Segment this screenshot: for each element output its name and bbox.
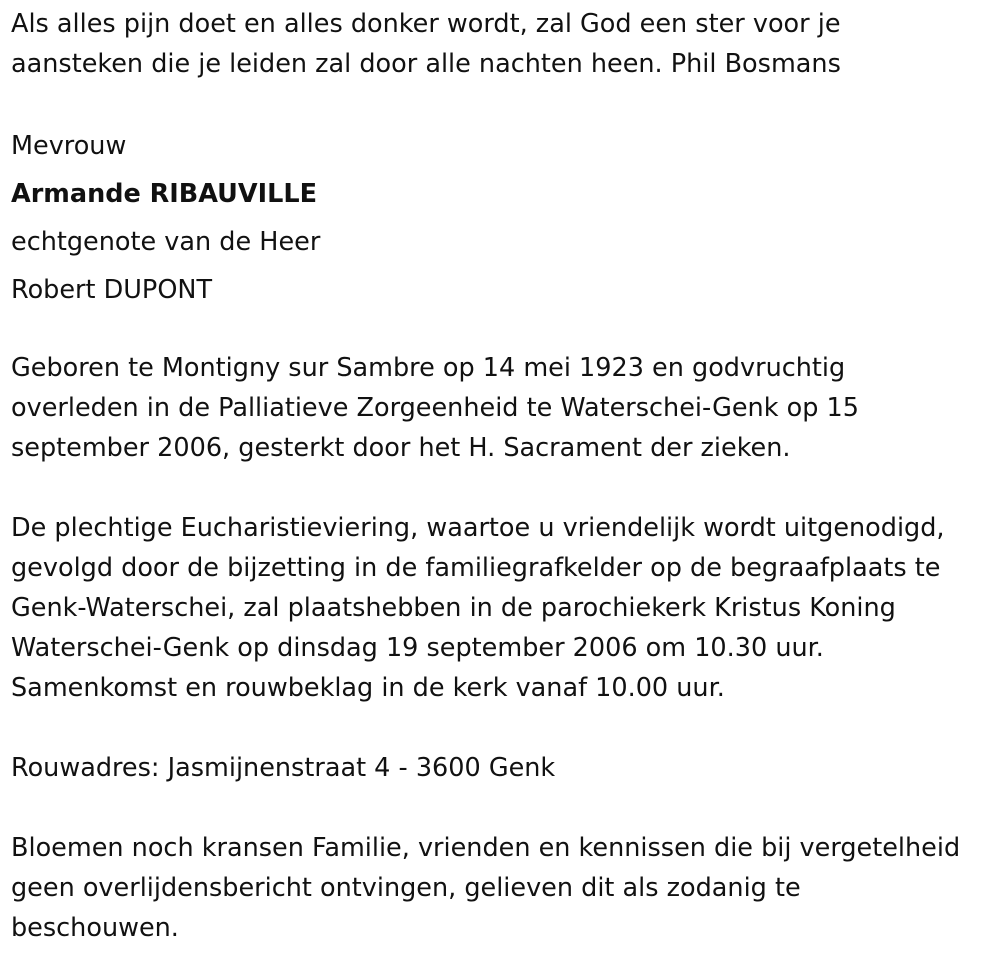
deceased-spouse: Robert DUPONT bbox=[11, 275, 213, 305]
mourning-address: Rouwadres: Jasmijnenstraat 4 - 3600 Genk bbox=[11, 753, 556, 783]
quote-line: aansteken die je leiden zal door alle nachten heen. Phil Bosmans bbox=[11, 49, 841, 79]
deceased-name: Armande RIBAUVILLE bbox=[11, 179, 318, 209]
notice-line: Bloemen noch kransen Familie, vrienden en kennissen die bij vergetelheid bbox=[11, 833, 961, 863]
ceremony-line: Samenkomst en rouwbeklag in de kerk vanaf 10.00 uur. bbox=[11, 673, 725, 703]
birth-death-line: september 2006, gesterkt door het H. Sacrament der zieken. bbox=[11, 433, 791, 463]
quote-line: Als alles pijn doet en alles donker wordt, zal God een ster voor je bbox=[11, 9, 841, 39]
ceremony-line: gevolgd door de bijzetting in de familiegrafkelder op de begraafplaats te bbox=[11, 553, 941, 583]
spacer bbox=[11, 468, 996, 508]
ceremony-line: Waterschei-Genk op dinsdag 19 september 2006 om 10.30 uur. bbox=[11, 633, 824, 663]
birth-death-paragraph bbox=[11, 348, 996, 468]
obituary-document bbox=[11, 4, 996, 948]
quote-paragraph bbox=[11, 4, 996, 84]
ceremony-line: Genk-Waterschei, zal plaatshebben in de parochiekerk Kristus Koning bbox=[11, 593, 896, 623]
notice-line: geen overlijdensbericht ontvingen, gelieven dit als zodanig te bbox=[11, 873, 801, 903]
spacer bbox=[11, 84, 996, 124]
notice-paragraph bbox=[11, 828, 996, 948]
ceremony-line: De plechtige Eucharistieviering, waartoe u vriendelijk wordt uitgenodigd, bbox=[11, 513, 945, 543]
notice-line: beschouwen. bbox=[11, 913, 179, 943]
deceased-info bbox=[11, 122, 996, 314]
deceased-relation: echtgenote van de Heer bbox=[11, 227, 321, 257]
address-paragraph bbox=[11, 748, 996, 788]
spacer bbox=[11, 314, 996, 348]
deceased-title: Mevrouw bbox=[11, 131, 127, 161]
birth-death-line: Geboren te Montigny sur Sambre op 14 mei 1923 en godvruchtig bbox=[11, 353, 846, 383]
spacer bbox=[11, 788, 996, 828]
ceremony-paragraph bbox=[11, 508, 996, 708]
birth-death-line: overleden in de Palliatieve Zorgeenheid te Waterschei-Genk op 15 bbox=[11, 393, 859, 423]
spacer bbox=[11, 708, 996, 748]
